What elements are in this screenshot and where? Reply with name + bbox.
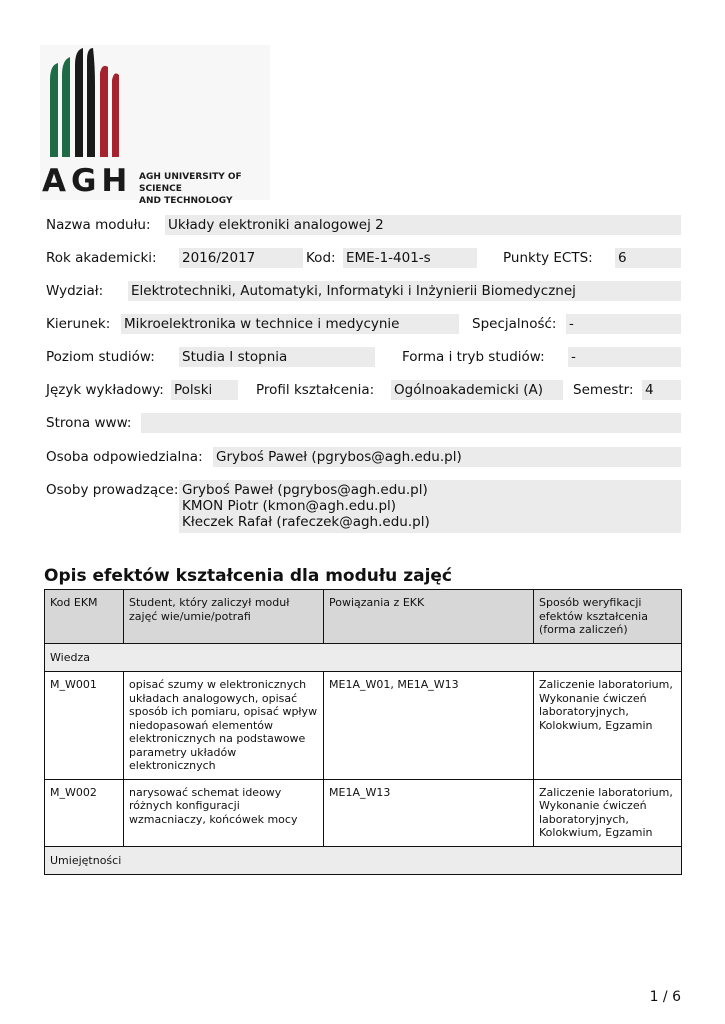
agh-logo [40,45,270,206]
field-of-study-value: Mikroelektronika w technice i medycynie [121,314,459,334]
page-number: 1 / 6 [649,989,681,1005]
faculty-label: Wydział: [46,283,104,299]
cell-description: opisać szumy w elektronicznych układach analogowych, opisać sposób ich pomiaru, opisać wpływ niedopasowań elementów elektronicznych na podstawowe parametry układów elektronicznych [124,672,324,780]
section-title: Opis efektów kształcenia dla modułu zajęć [44,566,453,586]
language-label: Język wykładowy: [46,382,164,398]
logo-green-bar-2 [62,57,70,157]
logo-university-name [139,171,270,207]
cell-code: M_W001 [45,672,124,780]
logo-line-1: AGH UNIVERSITY OF SCIENCE [139,172,242,194]
website-value [141,413,681,433]
logo-green-bar [50,63,58,157]
logo-black-bar [75,48,83,157]
field-of-study-label: Kierunek: [46,316,111,332]
instructor-item: KMON Piotr (kmon@agh.edu.pl) [182,498,397,514]
cell-verification: Zaliczenie laboratorium, Wykonanie ćwiczeń laboratoryjnych, Kolokwium, Egzamin [534,672,682,780]
group-skills: Umiejętności [45,846,682,875]
responsible-person-value: Gryboś Paweł (pgrybos@agh.edu.pl) [213,447,681,467]
instructors-list [179,480,681,533]
table-row [45,672,682,780]
study-form-value: - [568,347,681,367]
agh-logo-mark [40,45,130,160]
cell-ekk-links: ME1A_W01, ME1A_W13 [324,672,534,780]
code-label: Kod: [306,250,336,266]
cell-description: narysować schemat ideowy różnych konfiguracji wzmacniaczy, końcówek mocy [124,779,324,846]
language-value: Polski [171,380,238,400]
learning-outcomes-table [44,589,682,875]
cell-code: M_W002 [45,779,124,846]
logo-letters: AGH [42,163,133,199]
specialty-label: Specjalność: [472,316,557,332]
study-form-label: Forma i tryb studiów: [402,349,545,365]
profile-label: Profil kształcenia: [256,382,375,398]
website-label: Strona www: [46,415,132,431]
responsible-person-label: Osoba odpowiedzialna: [46,449,203,465]
header-code: Kod EKM [45,590,124,644]
module-name-value: Układy elektroniki analogowej 2 [165,215,681,235]
code-value: EME-1-401-s [343,248,477,268]
ects-value: 6 [615,248,681,268]
instructor-item: Kłeczek Rafał (rafeczek@agh.edu.pl) [182,514,430,530]
table-group-row [45,846,682,875]
table-row [45,779,682,846]
logo-line-2: AND TECHNOLOGY [139,196,233,206]
ects-label: Punkty ECTS: [503,250,593,266]
table-header-row [45,590,682,644]
faculty-value: Elektrotechniki, Automatyki, Informatyki i Inżynierii Biomedycznej [128,281,681,301]
header-description: Student, który zaliczył moduł zajęć wie/umie/potrafi [124,590,324,644]
cell-verification: Zaliczenie laboratorium, Wykonanie ćwiczeń laboratoryjnych, Kolokwium, Egzamin [534,779,682,846]
logo-red-bar [100,66,108,157]
header-verification: Sposób weryfikacji efektów kształcenia (forma zaliczeń) [534,590,682,644]
module-name-label: Nazwa modułu: [46,217,151,233]
study-level-label: Poziom studiów: [46,349,155,365]
logo-black-bar-2 [87,48,95,157]
semester-label: Semestr: [573,382,634,398]
cell-ekk-links: ME1A_W13 [324,779,534,846]
header-ekk-links: Powiązania z EKK [324,590,534,644]
table-group-row [45,643,682,672]
study-level-value: Studia I stopnia [179,347,375,367]
semester-value: 4 [642,380,681,400]
logo-red-bar-2 [112,73,119,157]
instructor-item: Gryboś Paweł (pgrybos@agh.edu.pl) [182,482,428,498]
profile-value: Ogólnoakademicki (A) [391,380,563,400]
academic-year-value: 2016/2017 [179,248,303,268]
specialty-value: - [566,314,681,334]
academic-year-label: Rok akademicki: [46,250,157,266]
group-knowledge: Wiedza [45,643,682,672]
instructors-label: Osoby prowadzące: [46,482,179,498]
